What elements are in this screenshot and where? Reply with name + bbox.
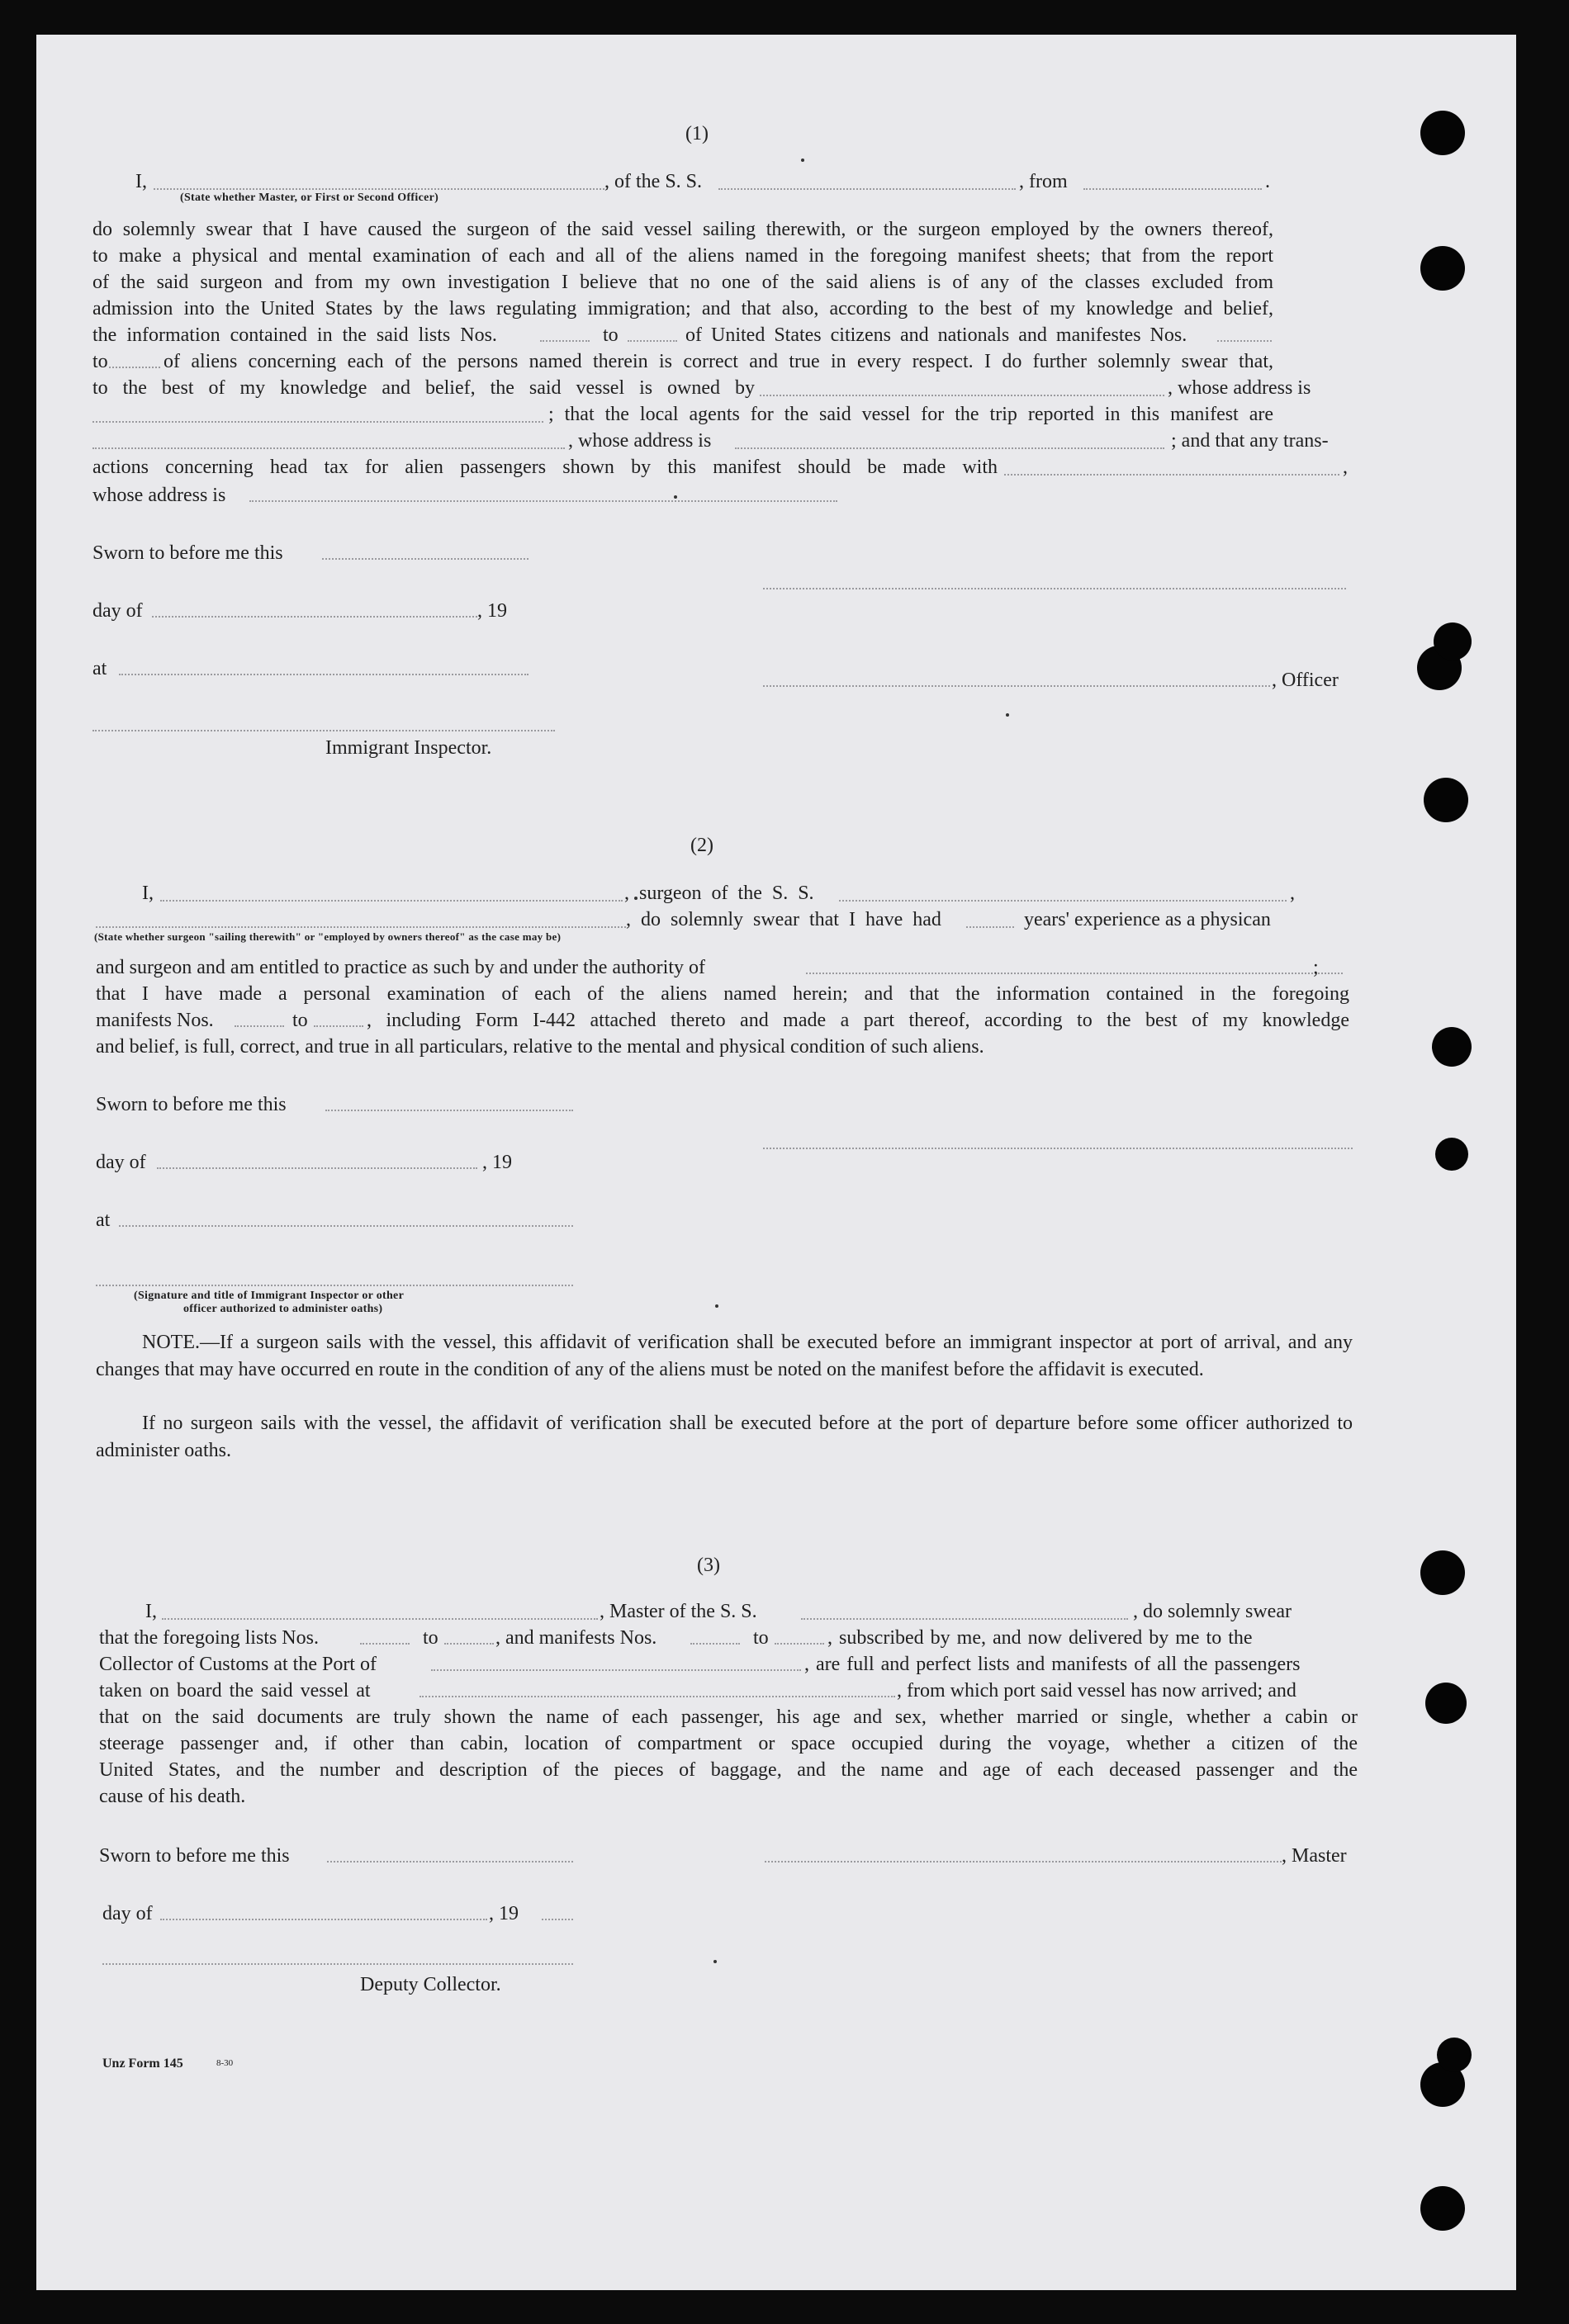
section-1-body-line: do solemnly swear that I have caused the surgeon of the said vessel sailing therewith, or the surgeon employed by the owners thereof, (92, 219, 1273, 240)
punch-hole (1420, 111, 1465, 155)
aliens-to-label: to (92, 351, 108, 372)
lists-to-label: to (603, 324, 619, 346)
from-port-blank[interactable] (1083, 188, 1262, 190)
oath-pronoun: I, (142, 883, 154, 904)
port-blank[interactable] (431, 1669, 801, 1671)
oath-pronoun: I, (135, 171, 147, 192)
surgeon-of-ss-label: , surgeon of the S. S. (624, 883, 814, 904)
list-to-blank[interactable] (628, 340, 677, 342)
day-of-label: day of (92, 600, 143, 622)
transactions-label: ; and that any trans- (1171, 430, 1329, 452)
section-2-last-line: and belief, is full, correct, and true in all particulars, relative to the mental and physical condition of such aliens. (96, 1036, 984, 1058)
section-3-last-line: cause of his death. (99, 1786, 246, 1807)
owner-blank[interactable] (760, 395, 1164, 396)
master-name-blank[interactable] (162, 1618, 598, 1620)
perfect-lists-label: , are full and perfect lists and manifests of all the passengers (804, 1654, 1301, 1675)
section-3-body-line: United States, and the number and description of the pieces of baggage, and the name and age of each deceased passenger and the (99, 1759, 1358, 1781)
punch-hole (1432, 1027, 1472, 1067)
officer-label: , Officer (1272, 670, 1339, 691)
deputy-signature-blank[interactable] (102, 1963, 573, 1965)
agent-name-blank[interactable] (92, 447, 565, 449)
s3-list-to-blank[interactable] (444, 1643, 494, 1645)
no-surgeon-paragraph: If no surgeon sails with the vessel, the affidavit of verification shall be executed before at the port of departure before some officer authorized to administer oaths. (96, 1413, 1353, 1461)
authority-label: and surgeon and am entitled to practice as such by and under the authority of (96, 957, 705, 978)
list-from-blank[interactable] (540, 340, 590, 342)
punch-hole (1424, 778, 1468, 822)
s3-vessel-blank[interactable] (801, 1618, 1128, 1620)
years-experience-label: , do solemnly swear that I have had (626, 909, 941, 930)
section-1-body-line: admission into the United States by the laws regulating immigration; and that also, according to the best of my knowledge and belief, (92, 298, 1273, 319)
inspector-label: Immigrant Inspector. (325, 737, 492, 759)
master-label: , Master (1282, 1845, 1347, 1867)
manifest-back-page (36, 35, 1516, 2290)
surgeon-status-note: (State whether surgeon "sailing therewith" or "employed by owners thereof" as the case may be) (94, 930, 562, 943)
section-1-body-line: to make a physical and mental examination of each and all of the aliens named in the foregoing manifest sheets; that from the report (92, 245, 1273, 267)
place-blank[interactable] (119, 674, 529, 675)
from-label: , from (1019, 171, 1068, 192)
month-blank[interactable] (152, 616, 477, 618)
section-3-body-line: steerage passenger and, if other than cabin, location of compartment or space occupied during the voyage, whether a citizen of the (99, 1733, 1358, 1754)
collector-label: Collector of Customs at the Port of (99, 1654, 377, 1675)
punch-hole (1437, 2038, 1472, 2072)
surgeon-name-blank[interactable] (160, 900, 623, 902)
punch-hole (1425, 1683, 1467, 1724)
s3-year-blank[interactable] (542, 1919, 573, 1920)
aliens-concerning-text: of aliens concerning each of the persons named therein is correct and true in every respect. I do further solemnly swear that, (164, 351, 1273, 372)
punch-hole (1434, 622, 1472, 660)
deputy-label: Deputy Collector. (360, 1974, 501, 1995)
officer-signature-blank[interactable] (763, 588, 1346, 589)
s2-manifest-to-blank[interactable] (314, 1025, 363, 1027)
lists-label: the information contained in the said lists Nos. (92, 324, 497, 346)
sworn-label: Sworn to before me this (92, 542, 283, 564)
section-3-number: (3) (697, 1555, 720, 1576)
officer-rank-note: (State whether Master, or First or Second Officer) (180, 192, 439, 204)
form-code: 8-30 (216, 2058, 234, 2068)
inspector-signature-blank[interactable] (92, 730, 555, 731)
s3-month-blank[interactable] (160, 1919, 487, 1920)
manifest-to-blank[interactable] (109, 367, 160, 368)
head-tax-contact-blank[interactable] (1004, 474, 1339, 476)
s2-to-label: to (292, 1010, 308, 1031)
s3-manifest-to-blank[interactable] (775, 1643, 824, 1645)
owned-by-text: to the best of my knowledge and belief, the said vessel is owned by (92, 377, 755, 399)
surgeon-status-blank[interactable] (96, 926, 626, 928)
s3-manifest-from-blank[interactable] (690, 1643, 740, 1645)
of-the-ss-label: , of the S. S. (604, 171, 703, 192)
owner-address-blank[interactable] (92, 421, 543, 423)
agent-address-label: , whose address is (568, 430, 712, 452)
s3-to-label: to (423, 1627, 438, 1649)
agent-address-blank[interactable] (735, 447, 1164, 449)
master-of-ss-label: , Master of the S. S. (600, 1601, 757, 1622)
oath-pronoun: I, (145, 1601, 157, 1622)
punch-hole (1420, 246, 1465, 291)
form-i442-text: , including Form I-442 attached thereto and made a part thereof, according to the best of my knowledge (367, 1010, 1349, 1031)
section-2-number: (2) (690, 835, 713, 856)
section-1-number: (1) (685, 123, 709, 144)
form-number: Unz Form 145 (102, 2057, 183, 2071)
master-signature-blank[interactable] (765, 1861, 1282, 1863)
sworn-day-blank[interactable] (322, 558, 529, 560)
years-blank[interactable] (966, 926, 1014, 928)
section-1-body-line: of the said surgeon and from my own investigation I believe that no one of the said aliens is of any of the classes excluded from (92, 272, 1273, 293)
comma: , (1343, 457, 1348, 478)
sworn-label: Sworn to before me this (96, 1094, 287, 1115)
s2-month-blank[interactable] (157, 1167, 477, 1169)
officer-name-blank[interactable] (154, 188, 608, 190)
s2-sworn-day-blank[interactable] (325, 1110, 573, 1111)
semicolon: ; (1313, 957, 1319, 978)
sworn-label: Sworn to before me this (99, 1845, 290, 1867)
inspector-signature-blank[interactable] (96, 1285, 573, 1286)
line-end-period: . (1265, 171, 1270, 192)
s2-manifest-from-blank[interactable] (235, 1025, 284, 1027)
punch-hole (1435, 1138, 1468, 1171)
year-label: , 19 (477, 600, 507, 622)
solemnly-swear-label: , do solemnly swear (1133, 1601, 1292, 1622)
signature-note: officer authorized to administer oaths) (183, 1303, 383, 1315)
subscribed-label: , subscribed by me, and now delivered by me to the (827, 1627, 1253, 1649)
year-label: , 19 (489, 1903, 519, 1924)
head-tax-address-blank[interactable] (249, 500, 837, 502)
s2-place-blank[interactable] (119, 1225, 573, 1227)
signature-note: (Signature and title of Immigrant Inspector or other (134, 1290, 405, 1302)
surgeon-note-paragraph: NOTE.—If a surgeon sails with the vessel, this affidavit of verification shall be executed before an immigrant inspector at port of arrival, and any changes that may have occurred en route in the condition of any of the aliens must be noted on the manifest before the affidavit is executed. (96, 1332, 1353, 1380)
whose-address-label: whose address is (92, 485, 226, 506)
authority-blank[interactable] (806, 973, 1343, 974)
year-label: , 19 (482, 1152, 512, 1173)
at-label: at (92, 658, 107, 679)
s3-list-from-blank[interactable] (360, 1643, 410, 1645)
arrived-label: , from which port said vessel has now arrived; and (897, 1680, 1296, 1702)
physician-label: years' experience as a physican (1024, 909, 1271, 930)
punch-hole (1420, 2186, 1465, 2231)
day-of-label: day of (102, 1903, 153, 1924)
section-2-body-line: that I have made a personal examination of each of the aliens named herein; and that the information contained in the foregoing (96, 983, 1349, 1005)
officer-title-blank[interactable] (763, 685, 1270, 687)
s3-to-label: to (753, 1627, 769, 1649)
manifests-nos-label: , and manifests Nos. (495, 1627, 657, 1649)
manifest-from-blank[interactable] (1217, 340, 1272, 342)
manifests-label: manifests Nos. (96, 1010, 214, 1031)
surgeon-signature-blank[interactable] (763, 1148, 1353, 1149)
comma: , (1290, 883, 1295, 904)
surgeon-vessel-blank[interactable] (839, 900, 1287, 902)
departure-port-blank[interactable] (420, 1696, 895, 1697)
punch-hole (1420, 1550, 1465, 1595)
taken-on-board-label: taken on board the said vessel at (99, 1680, 371, 1702)
section-3-body-line: that on the said documents are truly shown the name of each passenger, his age and sex, whether married or single, whether a cabin or (99, 1706, 1358, 1728)
vessel-name-blank[interactable] (718, 188, 1016, 190)
local-agents-text: ; that the local agents for the said vessel for the trip reported in this manifest are (548, 404, 1273, 425)
foregoing-lists-label: that the foregoing lists Nos. (99, 1627, 319, 1649)
citizens-label: of United States citizens and nationals and manifestes Nos. (685, 324, 1187, 346)
owner-address-label: , whose address is (1168, 377, 1311, 399)
day-of-label: day of (96, 1152, 146, 1173)
head-tax-text: actions concerning head tax for alien passengers shown by this manifest should be made with (92, 457, 998, 478)
s3-sworn-day-blank[interactable] (327, 1861, 573, 1863)
at-label: at (96, 1209, 111, 1231)
